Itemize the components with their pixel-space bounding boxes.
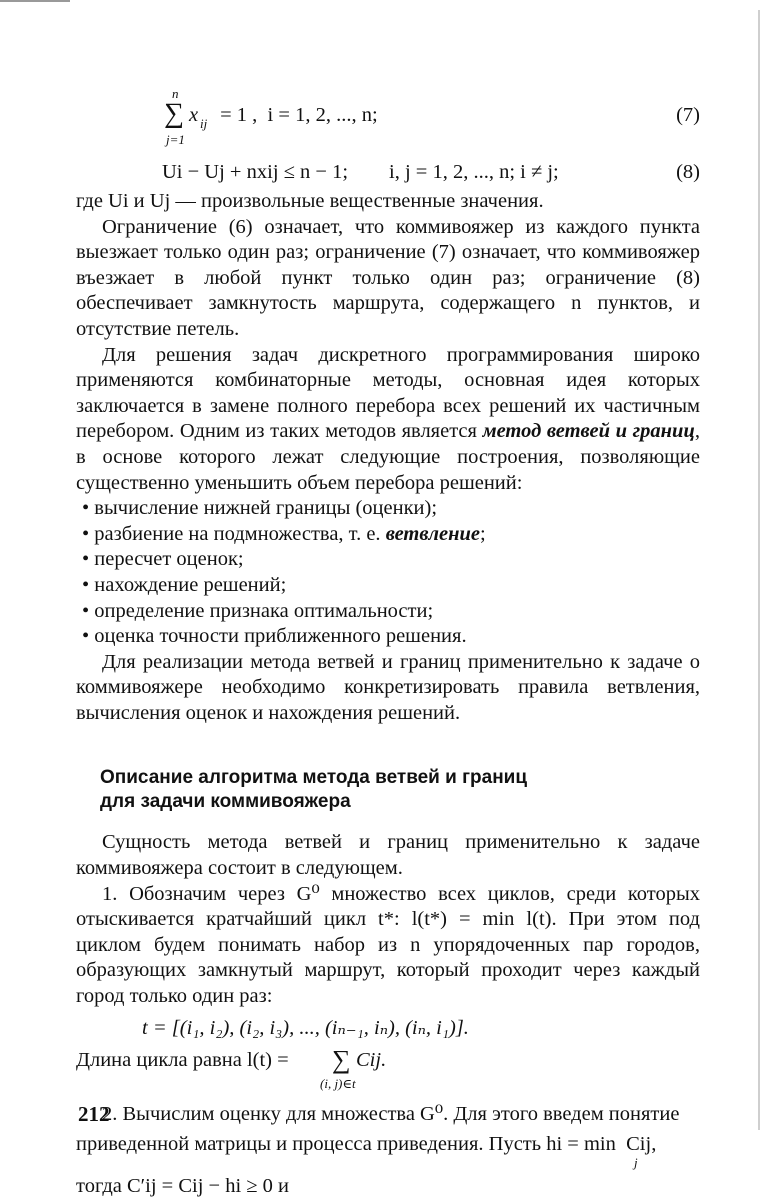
- cycle-length-sum-symbol: ∑: [332, 1045, 351, 1075]
- right-margin-rule: [758, 10, 760, 1130]
- paragraph-then: тогда C′ij = Cij − hi ≥ 0 и: [76, 1175, 290, 1198]
- term-branching: ветвление: [385, 522, 481, 545]
- reduced-matrix-line: [76, 1131, 700, 1169]
- list-item-tail: ;: [480, 522, 486, 545]
- paragraph-methods: [76, 343, 700, 497]
- sum-upper-limit: n: [172, 86, 179, 101]
- paragraph-step1: 1. Обозначим через G⁰ множество всех циклов, среди которых отыскивается кратчайший цикл t*: l(t*) = min l(t). При этом под циклом будем понимать набор из n упорядоченных пар городов, образующих замкнутый маршрут, который проходит через каждый город только один раз:: [76, 882, 700, 1008]
- paragraph-step2: 2. Вычислим оценку для множества G⁰. Для этого введем понятие: [102, 1103, 680, 1126]
- list-item: • вычисление нижней границы (оценки);: [82, 497, 438, 520]
- section-heading-line2: для задачи коммивояжера: [100, 791, 351, 813]
- eq7-var: x: [189, 104, 199, 126]
- eq7-rest: = 1 , i = 1, 2, ..., n;: [215, 104, 378, 126]
- list-item: [76, 522, 700, 548]
- paragraph-realization: Для реализации метода ветвей и границ применительно к задаче о коммивояжере необходимо конкретизировать правила ветвления, вычисления оценок и нахождения решений.: [76, 650, 700, 724]
- construction-list: [76, 496, 700, 650]
- eq8-text: Ui − Uj + nxij ≤ n − 1; i, j = 1, 2, ..., n; i ≠ j;: [162, 161, 559, 183]
- list-item: • пересчет оценок;: [82, 548, 244, 571]
- page-number: 212: [78, 1102, 110, 1126]
- cycle-length-line: [76, 1045, 700, 1095]
- min-subscript: j: [634, 1155, 638, 1171]
- top-edge-rule: [0, 0, 70, 2]
- cycle-length-term: Cij.: [356, 1049, 387, 1072]
- list-item: • определение признака оптимальности;: [82, 599, 434, 622]
- cycle-length-label: Длина цикла равна l(t) =: [76, 1049, 289, 1072]
- reduced-matrix-text: приведенной матрицы и процесса приведения. Пусть hi = min Cij,: [76, 1133, 657, 1156]
- paragraph-constraints: Ограничение (6) означает, что коммивояжер из каждого пункта выезжает только один раз; ограничение (7) означает, что коммивояжер въезжает в любой пункт только один раз; ограничение (8) обеспечивает замкнутость маршрута, содержащего n пунктов, и отсутствие петель.: [76, 215, 700, 340]
- cycle-formula: t = [(i₁, i₂), (i₂, i₃), ..., (iₙ₋₁, iₙ), (iₙ, i₁)].: [142, 1016, 469, 1039]
- equation-number-8: (8): [676, 161, 700, 183]
- list-item-text: • разбиение на подмножества, т. е.: [82, 522, 386, 545]
- eq7-sub: ij: [200, 116, 208, 131]
- paragraph-essence: Сущность метода ветвей и границ применительно к задаче коммивояжера состоит в следующем.: [76, 831, 700, 880]
- term-branch-and-bound: метод ветвей и границ: [482, 420, 695, 443]
- sum-symbol: ∑: [164, 98, 184, 129]
- list-item: • оценка точности приближенного решения.: [82, 625, 467, 648]
- sum-lower-limit: j=1: [166, 132, 185, 147]
- list-item: • нахождение решений;: [82, 573, 287, 596]
- where-line: где Ui и Uj — произвольные вещественные значения.: [76, 190, 544, 212]
- main-text: [76, 189, 700, 1203]
- methods-text-end: , в основе которого лежат следующие построения, позволяющие существенно уменьшить объем перебора решений:: [76, 420, 700, 494]
- methods-text-start: Для решения задач дискретного программирования широко применяются комбинаторные методы, основная идея которых заключается в замене полного перебора всех решений их частичным перебором. Одним из таких методов является: [76, 343, 700, 443]
- section-heading-line1: Описание алгоритма метода ветвей и границ: [100, 767, 528, 789]
- cycle-length-sub: (i, j)∈t: [320, 1076, 356, 1092]
- equation-number-7: (7): [676, 104, 700, 126]
